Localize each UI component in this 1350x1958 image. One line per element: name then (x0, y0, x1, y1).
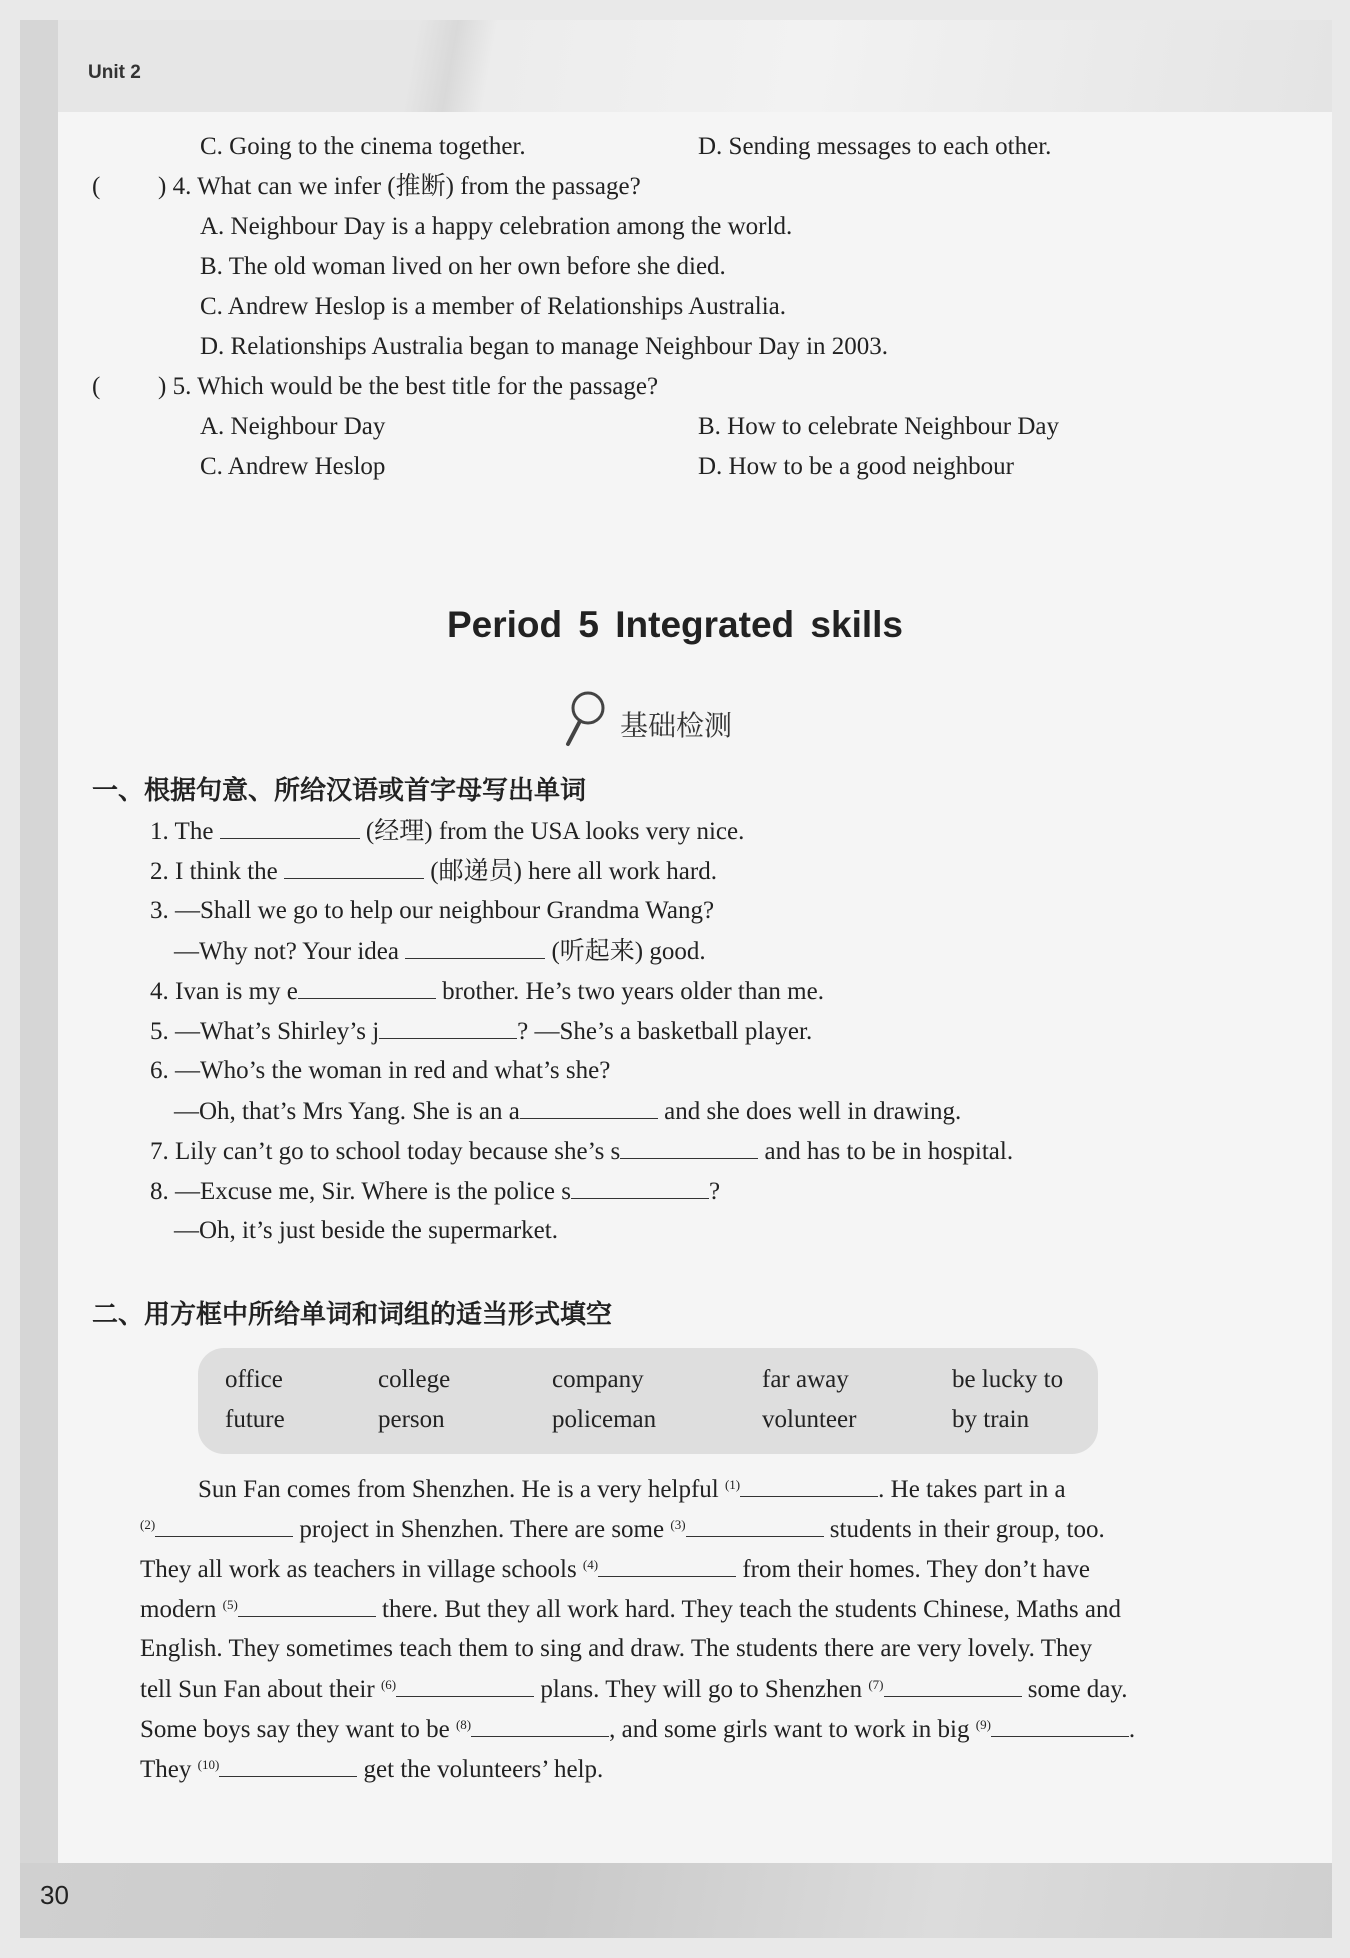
word-box (198, 1348, 1098, 1454)
q4-option-d: D. Relationships Australia began to manage Neighbour Day in 2003. (200, 333, 889, 360)
word-far-away: far away (762, 1366, 849, 1393)
word-by-train: by train (952, 1406, 1030, 1433)
passage-text: from their homes. They don’t have (742, 1556, 1090, 1583)
passage-text: . (1128, 1716, 1136, 1743)
footer-band (20, 1863, 1332, 1938)
item-3-blank[interactable] (405, 936, 545, 959)
blank-number-7: (7) (868, 1677, 884, 1692)
q4-option-c: C. Andrew Heslop is a member of Relationships Australia. (200, 293, 787, 320)
passage-line-8 (140, 1754, 603, 1785)
passage-text: some day. (1027, 1676, 1128, 1703)
passage-text: there. But they all work hard. They teach the students Chinese, Maths and (382, 1596, 1121, 1623)
item-4-text-b: brother. He’s two years older than me. (442, 978, 824, 1005)
passage-blank-1[interactable] (740, 1474, 878, 1497)
item-7-blank[interactable] (620, 1136, 758, 1159)
blank-number-8: (8) (455, 1717, 472, 1732)
item-5-blank[interactable] (379, 1016, 517, 1039)
passage-blank-7[interactable] (884, 1674, 1022, 1697)
passage-text: . He takes part in a (878, 1476, 1066, 1503)
q5-option-a: A. Neighbour Day (200, 413, 386, 440)
passage-line-1 (198, 1474, 1066, 1505)
blank-number-10: (10) (197, 1757, 220, 1772)
q4-option-a: A. Neighbour Day is a happy celebration among the world. (200, 213, 793, 240)
q4-stem: ) 4. What can we infer (推断) from the passage? (158, 173, 641, 200)
item-7 (150, 1136, 1013, 1167)
passage-blank-3[interactable] (686, 1514, 824, 1537)
passage-line-5: English. They sometimes teach them to sing and draw. The students there are very lovely. They (140, 1635, 1093, 1662)
item-4-blank[interactable] (298, 976, 436, 999)
passage-blank-6[interactable] (396, 1674, 534, 1697)
passage-line-4 (140, 1594, 1121, 1625)
item-3-answer (174, 936, 706, 967)
item-6-text-c: and she does well in drawing. (664, 1098, 962, 1125)
word-college: college (378, 1366, 451, 1393)
item-8-blank[interactable] (571, 1176, 709, 1199)
q5-paren: ( (92, 373, 101, 400)
item-4-text-a: 4. Ivan is my e (150, 978, 298, 1005)
blank-number-4: (4) (582, 1557, 599, 1572)
passage-blank-2[interactable] (155, 1514, 293, 1537)
item-7-text-b: and has to be in hospital. (764, 1138, 1014, 1165)
item-8-text-b: ? (708, 1178, 721, 1205)
item-1-text-b: (经理) from the USA looks very nice. (365, 818, 745, 845)
blank-number-6: (6) (380, 1677, 397, 1692)
item-5-text-b: ? —She’s a basketball player. (517, 1018, 813, 1045)
item-5-text-a: 5. —What’s Shirley’s j (150, 1018, 380, 1045)
passage-line-6 (140, 1674, 1128, 1705)
passage-text: Some boys say they want to be (140, 1716, 450, 1743)
item-4 (150, 976, 824, 1007)
passage-text: get the volunteers’ help. (363, 1756, 604, 1783)
section1-heading: 一、根据句意、所给汉语或首字母写出单词 (92, 776, 587, 806)
passage-blank-9[interactable] (991, 1714, 1129, 1737)
q3-option-d: D. Sending messages to each other. (698, 133, 1052, 160)
passage-blank-5[interactable] (238, 1594, 376, 1617)
page-number: 30 (40, 1880, 69, 1910)
item-3-question: 3. —Shall we go to help our neighbour Grandma Wang? (150, 897, 715, 924)
item-2 (150, 856, 717, 887)
side-band (20, 20, 58, 1938)
item-3-text-c: (听起来) good. (551, 938, 706, 965)
item-8-answer: —Oh, it’s just beside the supermarket. (174, 1217, 558, 1244)
item-6-question: 6. —Who’s the woman in red and what’s she? (150, 1057, 611, 1084)
passage-line-7 (140, 1714, 1135, 1745)
header-band (20, 20, 1332, 112)
period-title: Period 5 Integrated skills (447, 604, 903, 645)
item-1-blank[interactable] (220, 816, 360, 839)
passage-blank-4[interactable] (598, 1554, 736, 1577)
unit-label: Unit 2 (88, 62, 141, 83)
q5-stem: ) 5. Which would be the best title for the passage? (158, 373, 659, 400)
q4-paren: ( (92, 173, 101, 200)
passage-blank-8[interactable] (471, 1714, 609, 1737)
passage-text: project in Shenzhen. There are some (299, 1516, 665, 1543)
item-6-answer (174, 1096, 961, 1127)
item-2-blank[interactable] (284, 856, 424, 879)
item-6-text-b: —Oh, that’s Mrs Yang. She is an a (174, 1098, 520, 1125)
q5-option-c: C. Andrew Heslop (200, 453, 386, 480)
q4-option-b: B. The old woman lived on her own before she died. (200, 253, 726, 280)
word-be-lucky-to: be lucky to (952, 1366, 1064, 1393)
item-5 (150, 1016, 812, 1047)
passage-text: They (140, 1756, 192, 1783)
blank-number-2: (2) (140, 1517, 156, 1532)
word-policeman: policeman (552, 1406, 657, 1433)
word-person: person (378, 1406, 445, 1433)
item-7-text-a: 7. Lily can’t go to school today because she’s s (150, 1138, 621, 1165)
blank-number-1: (1) (724, 1477, 741, 1492)
passage-text: students in their group, too. (829, 1516, 1105, 1543)
word-company: company (552, 1366, 644, 1393)
passage-blank-10[interactable] (219, 1754, 357, 1777)
q3-option-c: C. Going to the cinema together. (200, 133, 526, 160)
passage-text: They all work as teachers in village schools (140, 1556, 577, 1583)
item-2-text-b: (邮递员) here all work hard. (430, 858, 717, 885)
item-1-text-a: 1. The (150, 818, 214, 845)
section2-heading: 二、用方框中所给单词和词组的适当形式填空 (92, 1300, 613, 1330)
passage-text: tell Sun Fan about their (140, 1676, 375, 1703)
q5-option-d: D. How to be a good neighbour (698, 453, 1014, 480)
passage-line-3 (140, 1554, 1090, 1585)
item-8-text-a: 8. —Excuse me, Sir. Where is the police s (150, 1178, 571, 1205)
item-6-blank[interactable] (520, 1096, 658, 1119)
word-office: office (225, 1366, 283, 1393)
passage-line-2 (140, 1514, 1105, 1545)
passage-text: plans. They will go to Shenzhen (540, 1676, 863, 1703)
q5-option-b: B. How to celebrate Neighbour Day (698, 413, 1059, 440)
word-future: future (225, 1406, 285, 1433)
item-3-text-b: —Why not? Your idea (174, 938, 399, 965)
magnifier-icon (560, 688, 610, 748)
item-1 (150, 816, 744, 847)
subheading: 基础检测 (620, 709, 733, 742)
passage-text: Sun Fan comes from Shenzhen. He is a very helpful (198, 1476, 719, 1503)
blank-number-9: (9) (975, 1717, 991, 1732)
passage-text: modern (140, 1596, 217, 1623)
blank-number-3: (3) (670, 1517, 686, 1532)
blank-number-5: (5) (222, 1597, 238, 1612)
word-volunteer: volunteer (762, 1406, 857, 1433)
item-8-question (150, 1176, 720, 1207)
item-2-text-a: 2. I think the (150, 858, 278, 885)
passage-text: , and some girls want to work in big (609, 1716, 970, 1743)
